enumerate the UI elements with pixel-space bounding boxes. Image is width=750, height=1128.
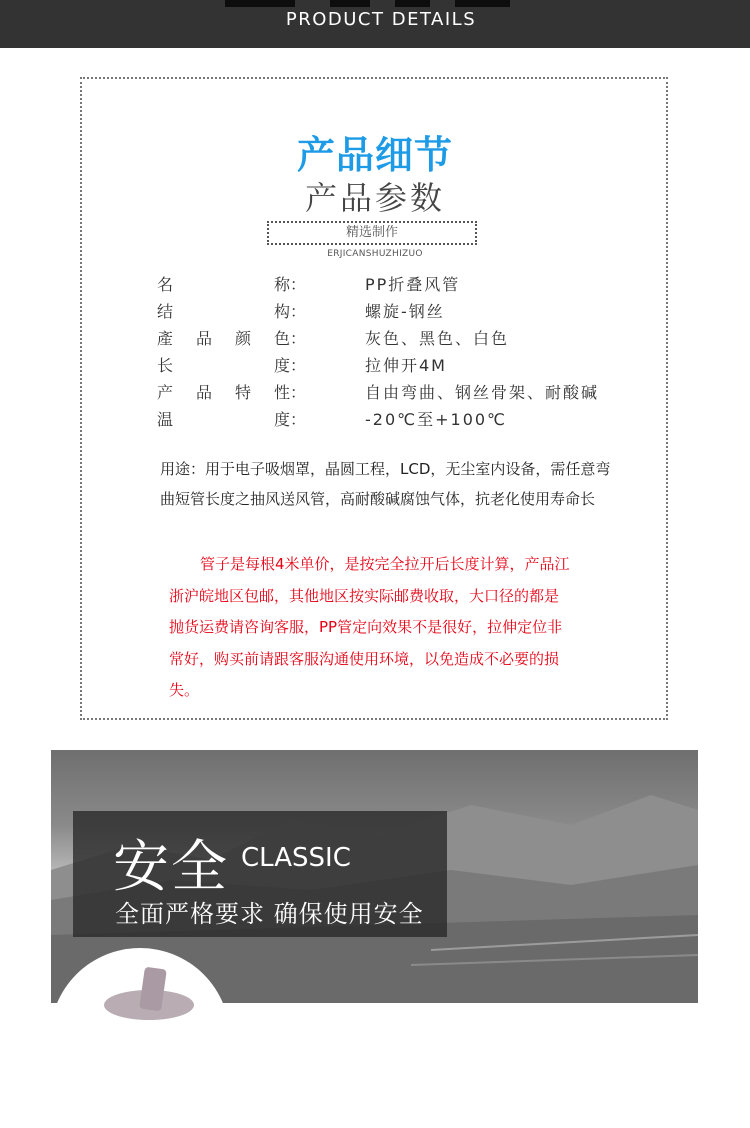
header-title: PRODUCT DETAILS [285, 9, 477, 30]
spec-value: 自由弯曲、钢丝骨架、耐酸碱 [365, 383, 600, 402]
spec-label-part: 温 [157, 410, 174, 429]
notice-line: 常好，购买前请跟客服沟通使用环境，以免造成不必要的损 [169, 649, 560, 668]
spec-label-part: 色： [274, 329, 307, 348]
spec-label-part: 度： [274, 356, 307, 375]
spec-label-part: 品 [196, 383, 213, 402]
spec-row [0, 272, 750, 298]
spec-label-part: 名 [157, 275, 174, 294]
spec-label-part: 颜 [235, 329, 252, 348]
notice-line: 失。 [169, 681, 200, 699]
notice-line: 抛货运费请咨询客服，PP管定向效果不是很好，拉伸定位非 [169, 618, 563, 636]
spec-row [0, 326, 750, 352]
details-title: 产品细节 [296, 133, 453, 177]
usage-line: 用途：用于电子吸烟罩，晶圆工程，LCD，无尘室内设备，需任意弯 [160, 460, 611, 478]
spec-label-part: 产 [157, 383, 174, 402]
tag-box: 精选制作 [267, 221, 477, 245]
page-header [0, 0, 750, 48]
tag-english: ERJICANSHUZHIZUO [327, 249, 423, 259]
spec-label-part: 度： [274, 410, 307, 429]
spec-value: -20℃至+100℃ [365, 410, 508, 429]
spec-label-part: 称： [274, 275, 307, 294]
spec-row [0, 299, 750, 325]
spec-row [0, 380, 750, 406]
spec-row [0, 353, 750, 379]
usage-line: 曲短管长度之抽风送风管，高耐酸碱腐蚀气体，抗老化使用寿命长 [160, 490, 596, 508]
details-subtitle: 产品参数 [304, 179, 445, 217]
banner-big-text: 安全 [113, 835, 229, 900]
spec-label-part: 长 [157, 356, 174, 375]
notice-line: 管子是每根4米单价，是按完全拉开后长度计算，产品江 [200, 555, 570, 573]
product-circle-image [50, 948, 230, 1128]
spec-label-part: 特 [235, 383, 252, 402]
spec-value: 螺旋-钢丝 [365, 302, 445, 321]
safety-banner [73, 811, 447, 937]
spec-label-part: 性： [274, 383, 307, 402]
spec-label-part: 品 [196, 329, 213, 348]
banner-english-text: CLASSIC [241, 843, 351, 873]
banner-slogan: 全面严格要求 确保使用安全 [115, 900, 424, 928]
spec-label-part: 结 [157, 302, 174, 321]
spec-label-part: 產 [157, 329, 174, 348]
spec-value: 灰色、黑色、白色 [365, 329, 510, 348]
header-decoration [0, 0, 750, 8]
spec-value: 拉伸开4M [365, 356, 447, 375]
spec-value: PP折叠风管 [365, 275, 461, 294]
spec-label-part: 构： [274, 302, 307, 321]
spec-row [0, 407, 750, 433]
notice-line: 浙沪皖地区包邮，其他地区按实际邮费收取，大口径的都是 [169, 586, 560, 605]
